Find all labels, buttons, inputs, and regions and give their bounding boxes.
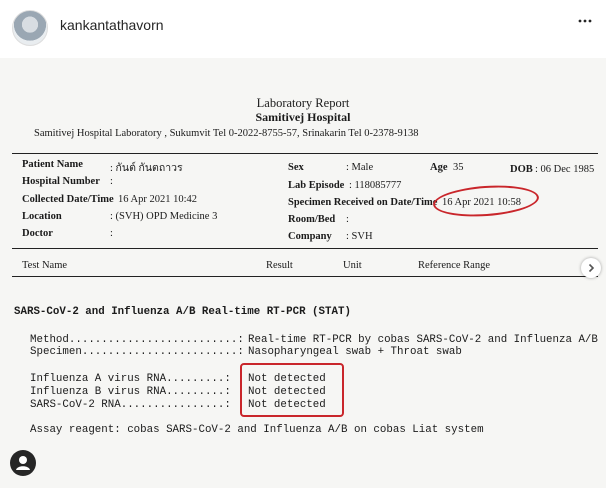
sex-label: Sex bbox=[288, 162, 304, 173]
column-result: Result bbox=[266, 260, 293, 271]
highlight-box bbox=[240, 363, 344, 417]
method-value: Real-time RT-PCR by cobas SARS-CoV-2 and Influenza A/B bbox=[248, 334, 598, 346]
more-horizontal-icon[interactable] bbox=[578, 14, 592, 28]
dob-value: : 06 Dec 1985 bbox=[535, 164, 595, 175]
dob-label: DOB bbox=[510, 164, 533, 175]
method-label: Method..........................: bbox=[30, 334, 244, 346]
specimen-label: Specimen........................: bbox=[30, 346, 244, 358]
result-value-influenza-b: Not detected bbox=[248, 386, 326, 398]
patient-name-value: : กันต์ กันตถาวร bbox=[110, 163, 183, 174]
received-label: Specimen Received on Date/Time bbox=[288, 197, 438, 208]
location-value: : (SVH) OPD Medicine 3 bbox=[110, 211, 218, 222]
received-value: 16 Apr 2021 10:58 bbox=[442, 197, 522, 208]
hospital-number-value: : bbox=[110, 176, 113, 187]
hospital-number-label: Hospital Number bbox=[22, 176, 100, 187]
result-value-influenza-a: Not detected bbox=[248, 373, 326, 385]
doctor-label: Doctor bbox=[22, 228, 53, 239]
collected-value: 16 Apr 2021 10:42 bbox=[118, 194, 198, 205]
post-header bbox=[0, 0, 606, 59]
location-label: Location bbox=[22, 211, 62, 222]
collected-label: Collected Date/Time bbox=[22, 194, 114, 205]
result-value-sars-cov-2: Not detected bbox=[248, 399, 326, 411]
laboratory-line: Samitivej Hospital Laboratory , Sukumvit Tel 0-2022-8755-57, Srinakarin Tel 0-2378-9138 bbox=[34, 128, 419, 139]
column-test-name: Test Name bbox=[22, 260, 68, 271]
column-reference-range: Reference Range bbox=[418, 260, 490, 271]
avatar[interactable] bbox=[12, 10, 48, 46]
next-image-button[interactable] bbox=[581, 258, 601, 278]
assay-reagent: Assay reagent: cobas SARS-CoV-2 and Influenza A/B on cobas Liat system bbox=[30, 424, 484, 436]
section-title: SARS-CoV-2 and Influenza A/B Real-time RT-PCR (STAT) bbox=[14, 306, 351, 318]
column-unit: Unit bbox=[343, 260, 362, 271]
tagged-users-button[interactable] bbox=[10, 450, 36, 476]
room-bed-label: Room/Bed bbox=[288, 214, 336, 225]
username-link[interactable]: kankantathavorn bbox=[60, 17, 164, 33]
result-label-influenza-b: Influenza B virus RNA.........: bbox=[30, 386, 231, 398]
company-label: Company bbox=[288, 231, 332, 242]
user-icon bbox=[10, 450, 36, 476]
report-title: Laboratory Report bbox=[256, 96, 350, 110]
room-bed-value: : bbox=[346, 214, 349, 225]
company-value: : SVH bbox=[346, 231, 373, 242]
result-label-influenza-a: Influenza A virus RNA.........: bbox=[30, 373, 231, 385]
age-value: 35 bbox=[453, 162, 464, 173]
sex-value: : Male bbox=[346, 162, 374, 173]
result-label-sars-cov-2: SARS-CoV-2 RNA................: bbox=[30, 399, 231, 411]
patient-name-label: Patient Name bbox=[22, 159, 83, 170]
specimen-value: Nasopharyngeal swab + Throat swab bbox=[248, 346, 462, 358]
doctor-value: : bbox=[110, 228, 113, 239]
lab-episode-value: : 118085777 bbox=[349, 180, 402, 191]
column-divider bbox=[12, 276, 598, 277]
lab-report-image bbox=[0, 58, 606, 488]
chevron-right-icon bbox=[586, 263, 596, 273]
age-label: Age bbox=[430, 162, 448, 173]
hospital-name: Samitivej Hospital bbox=[255, 110, 351, 124]
lab-episode-label: Lab Episode bbox=[288, 180, 345, 191]
